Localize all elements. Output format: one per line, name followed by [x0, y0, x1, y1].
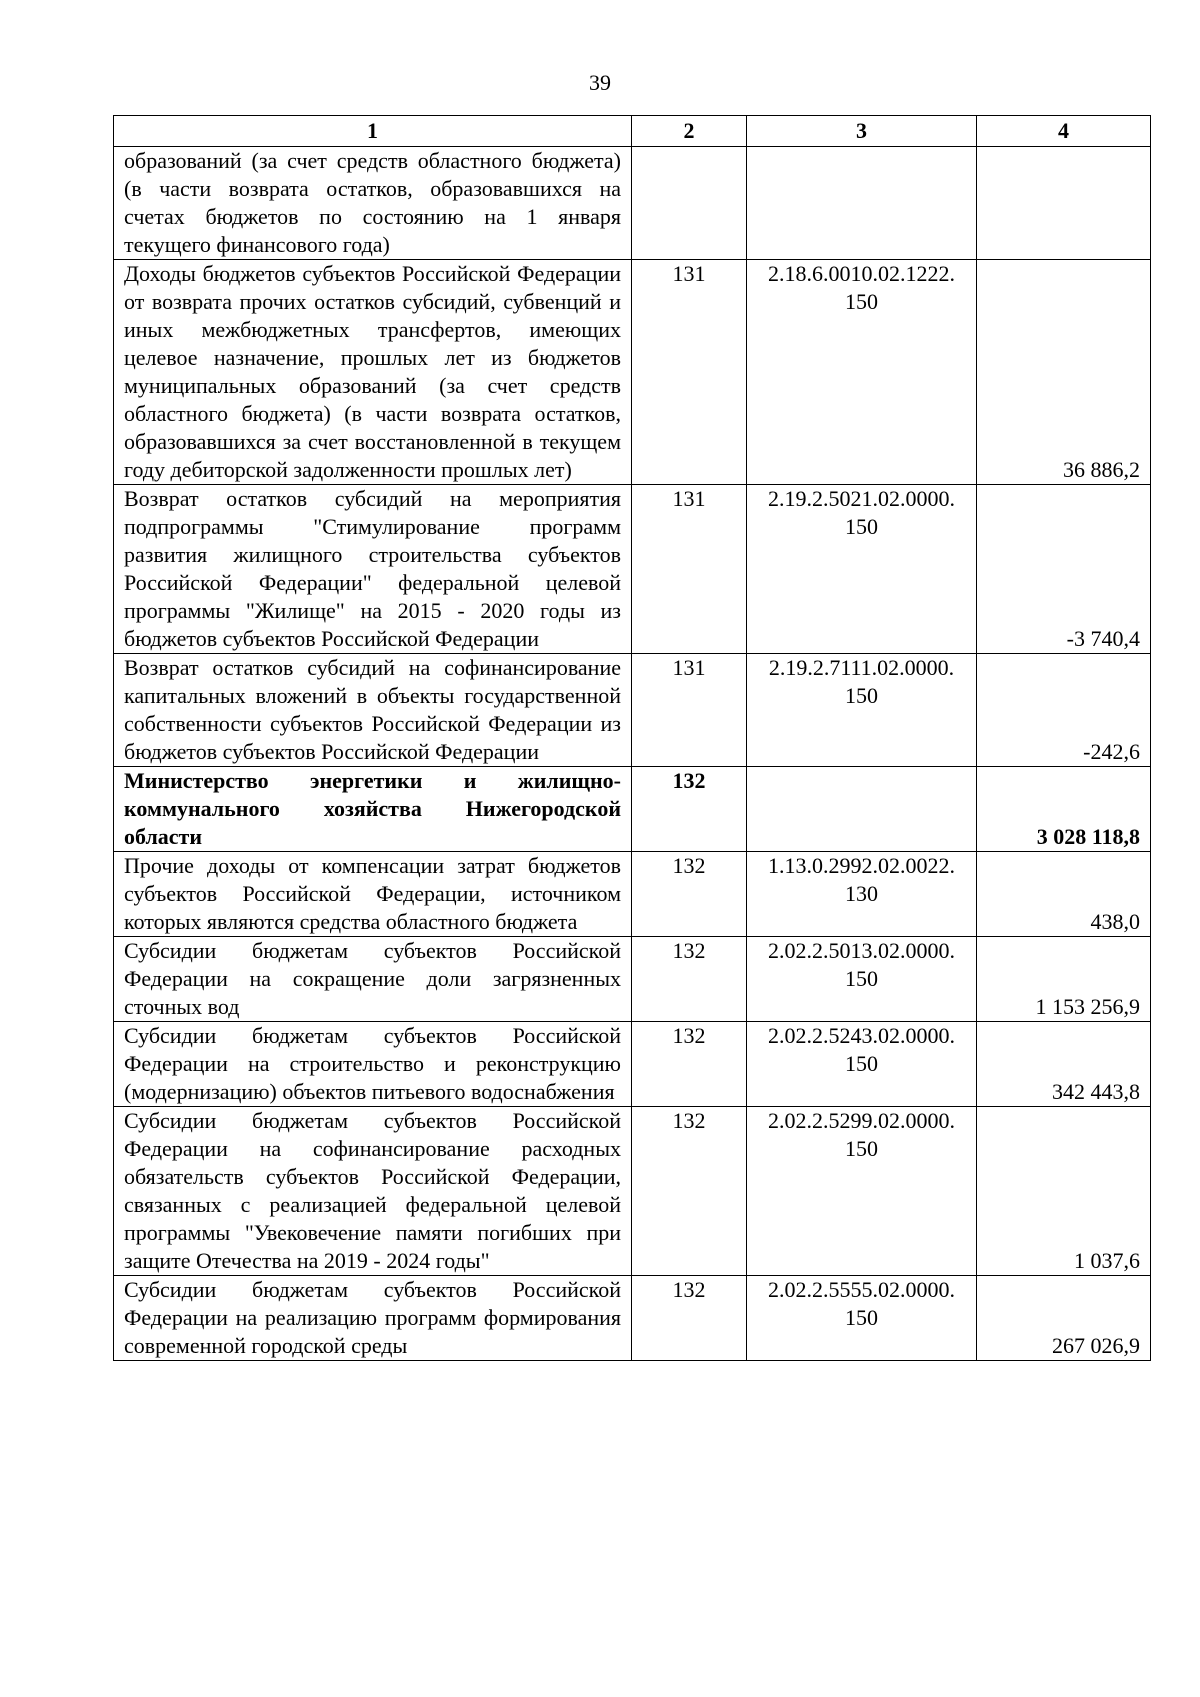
budget-code-line-2: 150 — [845, 1305, 878, 1330]
table-row — [114, 767, 1151, 852]
page-number: 39 — [589, 70, 611, 95]
budget-code-line-2: 150 — [845, 1136, 878, 1161]
row-budget-code — [747, 654, 977, 767]
table-body — [114, 147, 1151, 1361]
row-amount: 342 443,8 — [977, 1022, 1151, 1107]
row-budget-code — [747, 937, 977, 1022]
row-admin-code: 131 — [632, 654, 747, 767]
row-budget-code — [747, 485, 977, 654]
budget-code-line-2: 150 — [845, 683, 878, 708]
row-amount: 267 026,9 — [977, 1276, 1151, 1361]
row-description: Субсидии бюджетам субъектов Российской Федерации на строительство и реконструкцию (модернизацию) объектов питьевого водоснабжения — [114, 1022, 632, 1107]
budget-code-line-2: 150 — [845, 514, 878, 539]
row-admin-code: 132 — [632, 1107, 747, 1276]
row-budget-code — [747, 852, 977, 937]
row-amount: 1 037,6 — [977, 1107, 1151, 1276]
header-col-3: 3 — [747, 116, 977, 147]
header-col-1: 1 — [114, 116, 632, 147]
budget-code-line-1: 1.13.0.2992.02.0022. — [768, 853, 955, 878]
row-amount: 438,0 — [977, 852, 1151, 937]
budget-code-line-1: 2.19.2.5021.02.0000. — [768, 486, 955, 511]
table-row — [114, 654, 1151, 767]
row-admin-code: 132 — [632, 852, 747, 937]
row-budget-code — [747, 767, 977, 852]
row-amount — [977, 147, 1151, 260]
table-row — [114, 1276, 1151, 1361]
budget-code-line-2: 150 — [845, 289, 878, 314]
row-admin-code: 132 — [632, 1276, 747, 1361]
row-description: Субсидии бюджетам субъектов Российской Федерации на софинансирование расходных обязательств субъектов Российской Федерации, связанных с реализацией федеральной целевой программы "Увековечение памяти погибших при защите Отечества на 2019 - 2024 годы" — [114, 1107, 632, 1276]
table-row — [114, 147, 1151, 260]
row-admin-code — [632, 147, 747, 260]
table-row — [114, 260, 1151, 485]
budget-code-line-2: 130 — [845, 881, 878, 906]
row-budget-code — [747, 260, 977, 485]
row-admin-code: 131 — [632, 485, 747, 654]
table-row — [114, 937, 1151, 1022]
row-description: Министерство энергетики и жилищно-коммунального хозяйства Нижегородской области — [114, 767, 632, 852]
budget-code-line-1: 2.02.2.5299.02.0000. — [768, 1108, 955, 1133]
row-description: Возврат остатков субсидий на софинансирование капитальных вложений в объекты государственной собственности субъектов Российской Федерации из бюджетов субъектов Российской Федерации — [114, 654, 632, 767]
table-header-row — [114, 116, 1151, 147]
row-amount: -3 740,4 — [977, 485, 1151, 654]
row-amount: -242,6 — [977, 654, 1151, 767]
budget-code-line-1: 2.18.6.0010.02.1222. — [768, 261, 955, 286]
budget-code-line-2: 150 — [845, 1051, 878, 1076]
budget-code-line-2: 150 — [845, 966, 878, 991]
budget-code-line-1: 2.19.2.7111.02.0000. — [768, 655, 955, 680]
row-admin-code: 132 — [632, 1022, 747, 1107]
table-row — [114, 485, 1151, 654]
row-budget-code — [747, 147, 977, 260]
row-amount: 36 886,2 — [977, 260, 1151, 485]
row-amount: 3 028 118,8 — [977, 767, 1151, 852]
row-description: Субсидии бюджетам субъектов Российской Федерации на реализацию программ формирования современной городской среды — [114, 1276, 632, 1361]
table-row — [114, 1022, 1151, 1107]
budget-code-line-1: 2.02.2.5013.02.0000. — [768, 938, 955, 963]
row-admin-code: 132 — [632, 937, 747, 1022]
table-row — [114, 1107, 1151, 1276]
row-budget-code — [747, 1107, 977, 1276]
row-budget-code — [747, 1022, 977, 1107]
budget-table — [113, 115, 1151, 1361]
header-col-4: 4 — [977, 116, 1151, 147]
row-amount: 1 153 256,9 — [977, 937, 1151, 1022]
row-description: Возврат остатков субсидий на мероприятия подпрограммы "Стимулирование программ развития жилищного строительства субъектов Российской Федерации" федеральной целевой программы "Жилище" на 2015 - 2020 годы из бюджетов субъектов Российской Федерации — [114, 485, 632, 654]
row-description: образований (за счет средств областного бюджета) (в части возврата остатков, образовавшихся на счетах бюджетов по состоянию на 1 января текущего финансового года) — [114, 147, 632, 260]
row-admin-code: 132 — [632, 767, 747, 852]
row-admin-code: 131 — [632, 260, 747, 485]
header-col-2: 2 — [632, 116, 747, 147]
budget-code-line-1: 2.02.2.5243.02.0000. — [768, 1023, 955, 1048]
table-row — [114, 852, 1151, 937]
row-description: Доходы бюджетов субъектов Российской Федерации от возврата прочих остатков субсидий, субвенций и иных межбюджетных трансфертов, имеющих целевое назначение, прошлых лет из бюджетов муниципальных образований (за счет средств областного бюджета) (в части возврата остатков, образовавшихся за счет восстановленной в текущем году дебиторской задолженности прошлых лет) — [114, 260, 632, 485]
row-budget-code — [747, 1276, 977, 1361]
row-description: Прочие доходы от компенсации затрат бюджетов субъектов Российской Федерации, источником которых являются средства областного бюджета — [114, 852, 632, 937]
row-description: Субсидии бюджетам субъектов Российской Федерации на сокращение доли загрязненных сточных вод — [114, 937, 632, 1022]
budget-code-line-1: 2.02.2.5555.02.0000. — [768, 1277, 955, 1302]
